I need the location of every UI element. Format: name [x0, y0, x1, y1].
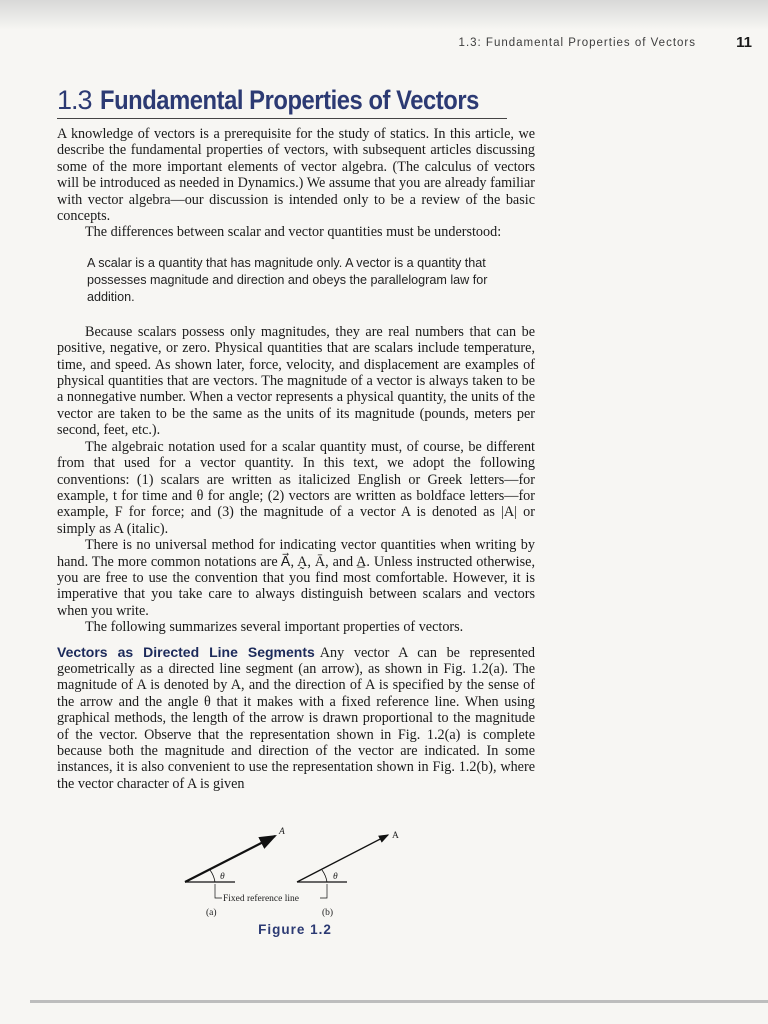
section-heading [57, 84, 507, 119]
figure-caption: Figure 1.2 [258, 922, 332, 937]
sublabel-a: (a) [206, 908, 217, 918]
callout-left [215, 884, 222, 898]
page-bottom-rule [30, 1000, 768, 1003]
figure-1-2-diagram [160, 820, 440, 930]
running-head: 1.3: Fundamental Properties of Vectors [458, 37, 696, 49]
section-title: Fundamental Properties of Vectors [99, 85, 479, 115]
paragraph-handwriting: There is no universal method for indicating vector quantities when writing by hand. The more common notations are A⃗, A̰, Ā, and A̲. Unless instructed otherwise, you are free to use the convention that you find most comfortable. However, it is imperative that you take care to always distinguish between scalars and vectors when you write. [57, 537, 535, 619]
vector-label-b: A [392, 831, 399, 841]
paragraph-intro: A knowledge of vectors is a prerequisite for the study of statics. In this article, we describe the fundamental properties of vectors, with subsequent articles discussing some of the more important elements of vector algebra. (The calculus of vectors will be introduced as needed in Dynamics.) We assume that you are already familiar with vector algebra—our discussion is intended only to be a review of the basic concepts. [57, 126, 535, 225]
angle-arc-a [210, 870, 215, 882]
callout-right [320, 884, 327, 898]
theta-label-b: θ [333, 872, 338, 882]
section-number: 1.3 [57, 85, 92, 115]
page-top-shading [0, 0, 768, 30]
paragraph-summary-lead: The following summarizes several important properties of vectors. [85, 619, 464, 636]
vector-label-a: A [279, 827, 285, 837]
definition-block: A scalar is a quantity that has magnitude only. A vector is a quantity that possesses magnitude and direction and obeys the parallelogram law for addition. [87, 255, 488, 304]
paragraph-scalar-vector-lead: The differences between scalar and vector quantities must be understood: [85, 224, 502, 241]
paragraph-directed-segments [57, 644, 535, 793]
vector-arrow-b [297, 835, 388, 882]
paragraph-directed-segments-text: Any vector A can be represented geometrically as a directed line segment (an arrow), as shown in Fig. 1.2(a). The magnitude of A is denoted by A, and the direction of A is specified by the sense of the arrow and the angle θ that it makes with a fixed reference line. When using graphical methods, the length of the arrow is drawn proportional to the magnitude of the vector. Observe that the representation shown in Fig. 1.2(a) is complete because both the magnitude and direction of the vector are indicated. In some instances, it is also convenient to use the representation shown in Fig. 1.2(b), where the vector character of A is given [57, 644, 535, 792]
theta-label-a: θ [220, 872, 225, 882]
paragraph-notation: The algebraic notation used for a scalar quantity must, of course, be different from that used for a vector quantity. In this text, we adopt the following conventions: (1) scalars are written as italicized English or Greek letters—for example, t for time and θ for angle; (2) vectors are written as boldface letters—for example, F for force; and (3) the magnitude of a vector A is denoted as |A| or simply as A (italic). [57, 438, 535, 537]
body-text [57, 126, 535, 792]
angle-arc-b [322, 870, 327, 882]
page-number: 11 [736, 34, 752, 51]
paragraph-scalars: Because scalars possess only magnitudes, they are real numbers that can be positive, negative, or zero. Physical quantities that are scalars include temperature, time, and speed. As shown later, force, velocity, and displacement are examples of physical quantities that are vectors. The magnitude of a vector is always taken to be a nonnegative number. When a vector represents a physical quantity, the units of the vector are taken to be the same as the units of its magnitude (pounds, meters per second, feet, etc.). [57, 323, 535, 439]
reference-line-label: Fixed reference line [223, 894, 299, 904]
run-in-heading: Vectors as Directed Line Segments [57, 643, 315, 660]
vector-arrow-a [185, 836, 275, 882]
sublabel-b: (b) [322, 908, 334, 918]
